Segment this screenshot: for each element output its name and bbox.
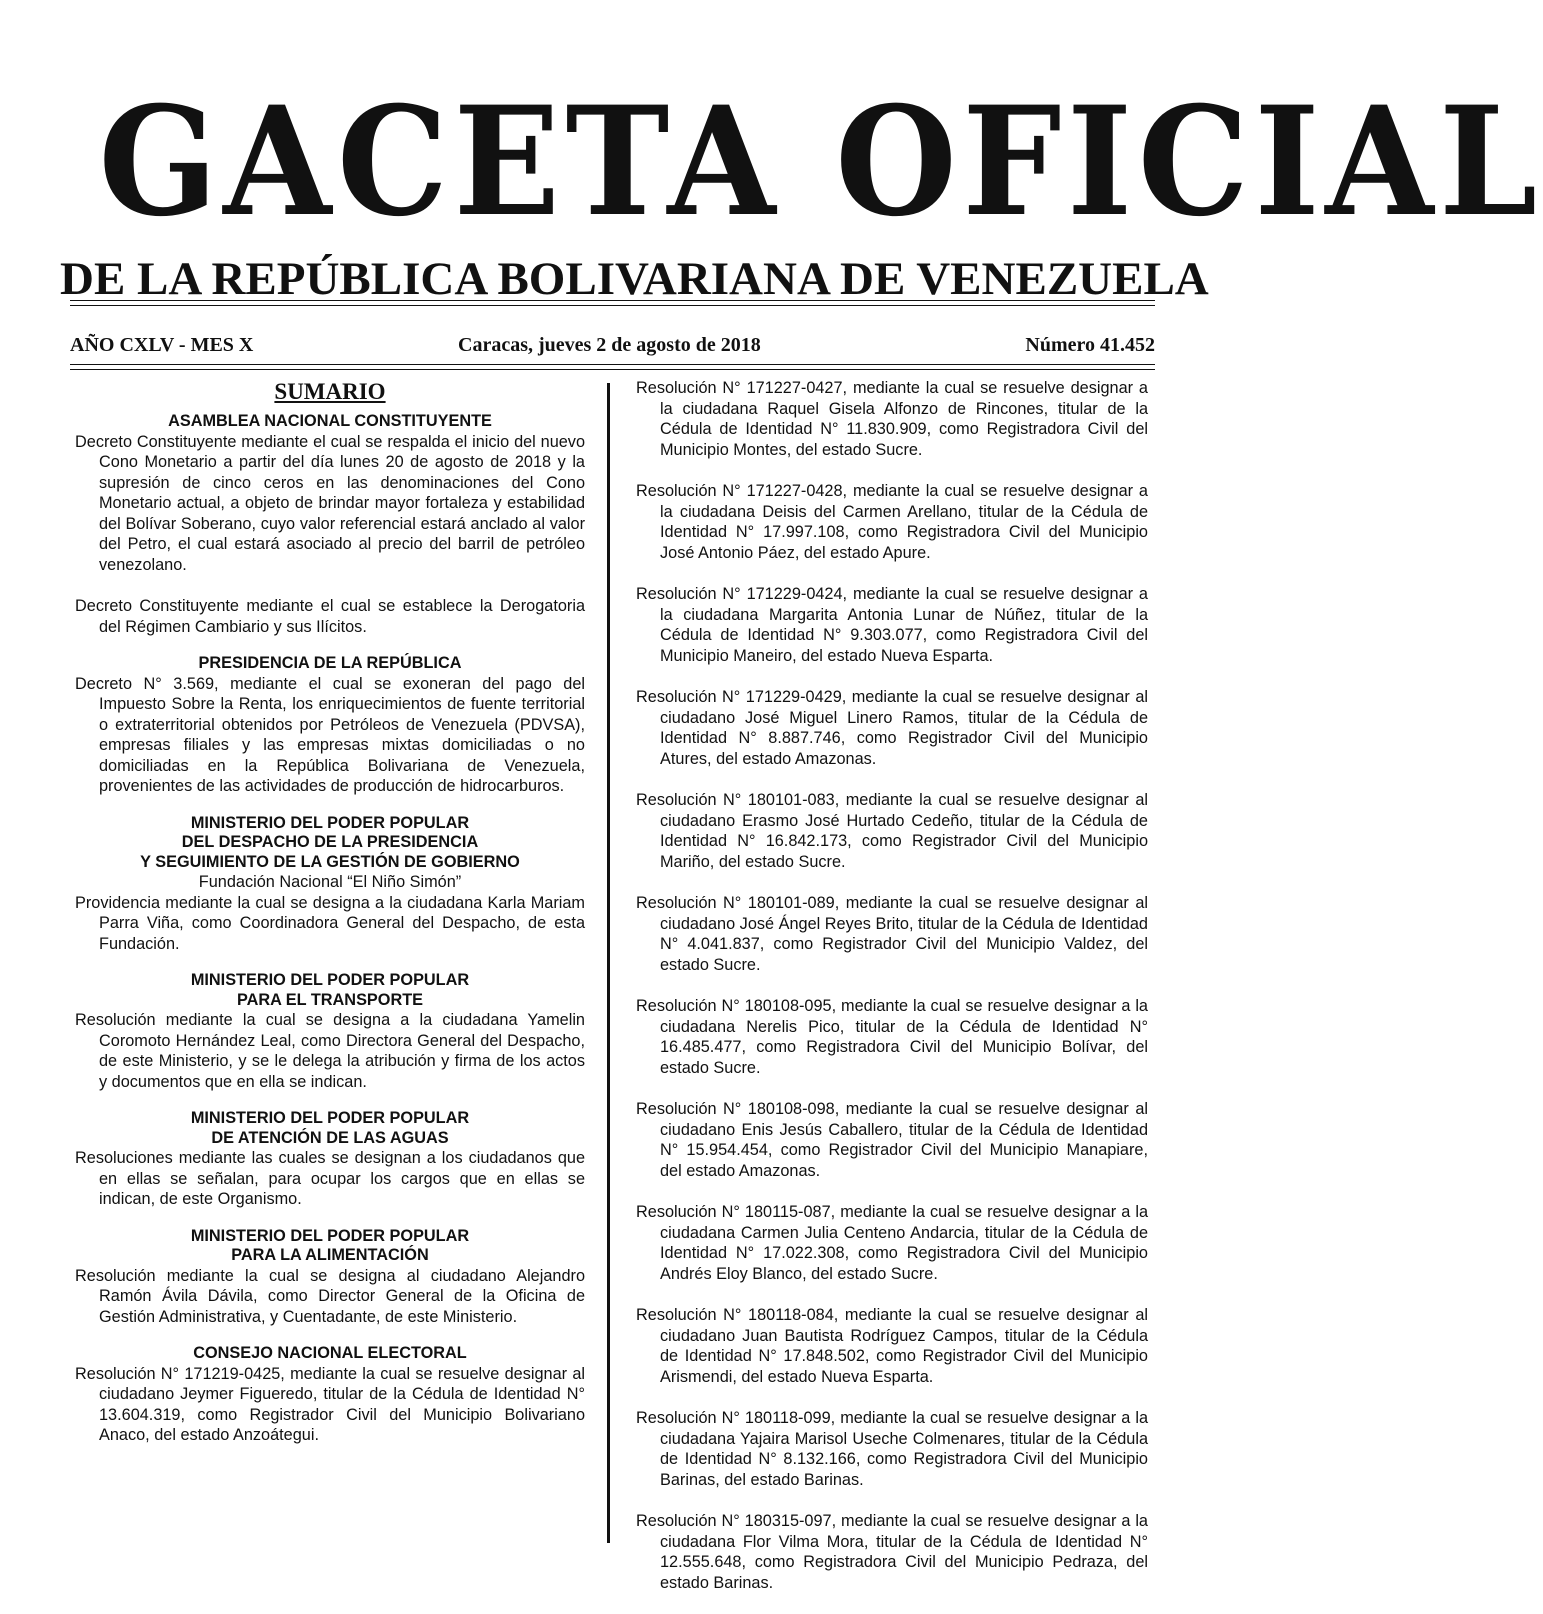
- section-org-name: PARA EL TRANSPORTE: [236, 990, 424, 1009]
- summary-entry: Decreto N° 3.569, mediante el cual se exoneran del pago del Impuesto Sobre la Renta, los enriquecimientos de fuente territorial o extraterritorial obtenidos por Petróleos de Venezuela (PDVSA), empresas filiales y las empresas mixtas domiciliadas o no domiciliadas en la República Bolivariana de Venezuela, provenientes de las actividades de producción de hidrocarburos.: [75, 674, 585, 795]
- summary-entry: Resolución N° 171229-0429, mediante la cual se resuelve designar al ciudadano José Miguel Linero Ramos, titular de la Cédula de Identidad N° 8.887.746, como Registrador Civil del Municipio Atures, del estado Amazonas.: [636, 688, 1148, 768]
- section-consejo-electoral: [75, 1344, 585, 1446]
- issue-year-month: AÑO CXLV - MES X: [70, 334, 254, 356]
- masthead: [60, 70, 1543, 305]
- summary-entry: Decreto Constituyente mediante el cual se establece la Derogatoria del Régimen Cambiario y sus Ilícitos.: [75, 597, 585, 636]
- section-ministerio-aguas: [75, 1109, 585, 1210]
- issue-place-date: Caracas, jueves 2 de agosto de 2018: [458, 334, 761, 356]
- summary-entry: Resolución N° 171229-0424, mediante la cual se resuelve designar a la ciudadana Margarita Antonia Lunar de Núñez, titular de la Cédula de Identidad N° 9.303.077, como Registradora Civil del Municipio Maneiro, del estado Nueva Esparta.: [636, 585, 1148, 665]
- summary-entry: Resolución N° 180101-089, mediante la cual se resuelve designar al ciudadano José Ángel Reyes Brito, titular de la Cédula de Identidad N° 4.041.837, como Registrador Civil del Municipio Valdez, del estado Sucre.: [636, 894, 1148, 974]
- summary-entry: Resoluciones mediante las cuales se designan a los ciudadanos que en ellas se señalan, para ocupar los cargos que en ellas se indican, de este Organismo.: [75, 1149, 585, 1208]
- summary-entry: Resolución mediante la cual se designa al ciudadano Alejandro Ramón Ávila Dávila, como Director General de la Oficina de Gestión Administrativa, y Cuentadante, de este Ministerio.: [75, 1266, 585, 1326]
- section-org-name: Y SEGUIMIENTO DE LA GESTIÓN DE GOBIERNO: [140, 852, 520, 871]
- section-sub-entity: Fundación Nacional “El Niño Simón”: [198, 873, 462, 891]
- section-org-name: MINISTERIO DEL PODER POPULAR: [190, 813, 470, 832]
- section-org-name: MINISTERIO DEL PODER POPULAR: [190, 1109, 470, 1127]
- issue-info-bar: [70, 330, 1155, 362]
- header-rule-top-inner: [70, 305, 1155, 306]
- summary-entry: Resolución N° 180315-097, mediante la cual se resuelve designar a la ciudadana Flor Vilma Mora, titular de la Cédula de Identidad N° 12.555.648, como Registradora Civil del Municipio Pedraza, del estado Barinas.: [636, 1512, 1148, 1592]
- summary-entry: Resolución N° 180115-087, mediante la cual se resuelve designar a la ciudadana Carmen Julia Centeno Andarcia, titular de la Cédula de Identidad N° 17.022.308, como Registradora Civil del Municipio Andrés Eloy Blanco, del estado Sucre.: [636, 1203, 1148, 1283]
- gazette-subtitle: DE LA REPÚBLICA BOLIVARIANA DE VENEZUELA: [60, 253, 1209, 305]
- summary-entry: Decreto Constituyente mediante el cual se respalda el inicio del nuevo Cono Monetario a partir del día lunes 20 de agosto de 2018 y la supresión de cinco ceros en las denominaciones del Cono Monetario actual, a objeto de brindar mayor fortaleza y estabilidad del Bolívar Soberano, cuyo valor referencial estará anclado al valor del Petro, el cual estará asociado al precio del barril de petróleo venezolano.: [75, 432, 585, 574]
- section-org-name: PRESIDENCIA DE LA REPÚBLICA: [198, 654, 462, 672]
- header-rule-bottom: [70, 364, 1155, 365]
- section-org-name: ASAMBLEA NACIONAL CONSTITUYENTE: [168, 412, 492, 430]
- summary-entry: Resolución N° 180108-098, mediante la cual se resuelve designar al ciudadano Enis Jesús Caballero, titular de la Cédula de Identidad N° 15.954.454, como Registrador Civil del Municipio Manapiare, del estado Amazonas.: [636, 1100, 1148, 1180]
- summary-entry: Resolución N° 171227-0428, mediante la cual se resuelve designar a la ciudadana Deisis del Carmen Arellano, titular de la Cédula de Identidad N° 17.997.108, como Registradora Civil del Municipio José Antonio Páez, del estado Apure.: [636, 482, 1148, 562]
- summary-entry: Resolución N° 180108-095, mediante la cual se resuelve designar a la ciudadana Nerelis Pico, titular de la Cédula de Identidad N° 16.485.477, como Registradora Civil del Municipio Bolívar, del estado Sucre.: [636, 997, 1148, 1077]
- section-ministerio-transporte: [75, 971, 585, 1092]
- section-org-name: PARA LA ALIMENTACIÓN: [231, 1246, 429, 1264]
- summary-entry: Resolución N° 171219-0425, mediante la cual se resuelve designar al ciudadano Jeymer Figueredo, titular de la Cédula de Identidad N° 13.604.319, como Registrador Civil del Municipio Bolivariano Anaco, del estado Anzoátegui.: [75, 1364, 585, 1444]
- section-asamblea: [75, 412, 585, 637]
- summary-entry: Resolución N° 180101-083, mediante la cual se resuelve designar al ciudadano Erasmo José Hurtado Cedeño, titular de la Cédula de Identidad N° 16.842.173, como Registrador Civil del Municipio Mariño, del estado Sucre.: [636, 791, 1148, 871]
- section-org-name: DE ATENCIÓN DE LAS AGUAS: [211, 1128, 449, 1147]
- summary-entry: Resolución N° 180118-099, mediante la cual se resuelve designar a la ciudadana Yajaira Marisol Useche Colmenares, titular de la Cédula de Identidad N° 8.132.166, como Registradora Civil del Municipio Barinas, del estado Barinas.: [636, 1409, 1148, 1489]
- section-ministerio-alimentacion: [75, 1227, 585, 1328]
- column-divider: [607, 383, 610, 1543]
- gazette-title: GACETA OFICIAL: [98, 74, 1543, 250]
- section-org-name: MINISTERIO DEL PODER POPULAR: [190, 1226, 470, 1245]
- summary-entry: Resolución N° 171227-0427, mediante la cual se resuelve designar a la ciudadana Raquel Gisela Alfonzo de Rincones, titular de la Cédula de Identidad N° 11.830.909, como Registradora Civil del Municipio Montes, del estado Sucre.: [636, 379, 1148, 459]
- section-presidencia: [75, 654, 585, 797]
- section-org-name: DEL DESPACHO DE LA PRESIDENCIA: [181, 833, 479, 851]
- summary-entry: Providencia mediante la cual se designa a la ciudadana Karla Mariam Parra Viña, como Coordinadora General del Despacho, de esta Fundación.: [75, 893, 585, 953]
- issue-number: Número 41.452: [1025, 334, 1155, 356]
- section-org-name: CONSEJO NACIONAL ELECTORAL: [193, 1344, 467, 1362]
- summary-left-column: [75, 378, 585, 1446]
- section-org-name: MINISTERIO DEL PODER POPULAR: [190, 971, 470, 989]
- summary-right-column: [636, 378, 1148, 1614]
- section-ministerio-despacho: [75, 814, 585, 955]
- summary-entry: Resolución N° 180118-084, mediante la cual se resuelve designar al ciudadano Juan Bautista Rodríguez Campos, titular de la Cédula de Identidad N° 17.848.502, como Registrador Civil del Municipio Arismendi, del estado Nueva Esparta.: [636, 1306, 1148, 1386]
- header-rule-bottom-inner: [70, 369, 1155, 370]
- summary-entry: Resolución mediante la cual se designa a la ciudadana Yamelin Coromoto Hernández Leal, como Directora General del Despacho, de este Ministerio, y se le delega la atribución y firma de los actos y documentos que en ella se indican.: [75, 1011, 585, 1091]
- summary-heading: SUMARIO: [274, 379, 386, 404]
- header-rule-top: [70, 300, 1155, 301]
